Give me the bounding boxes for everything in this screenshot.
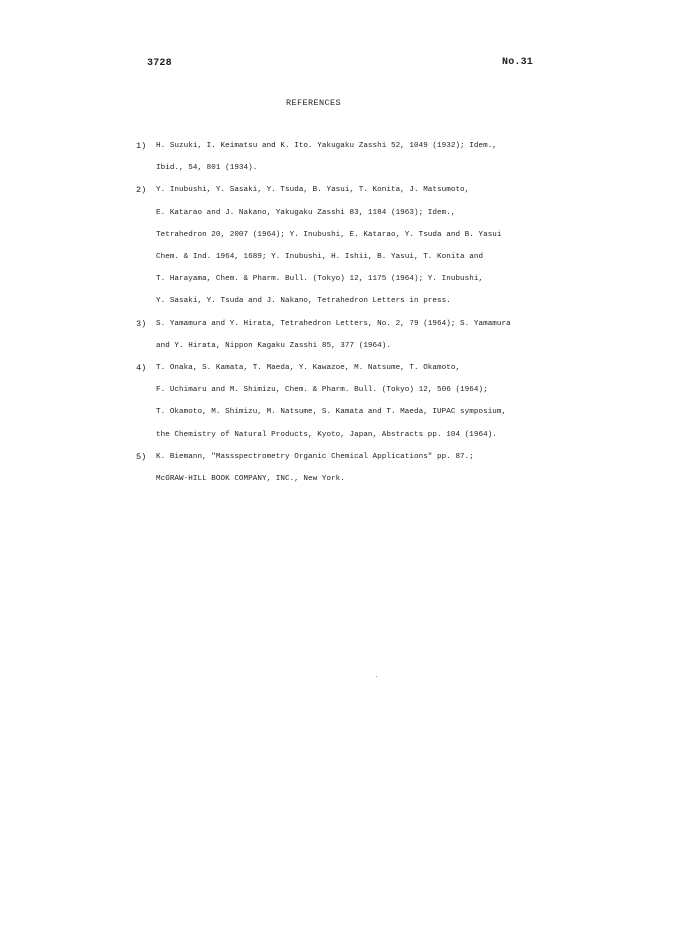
reference-line: Ibid., 54, 801 (1934). (156, 164, 258, 173)
reference-item-3 (136, 313, 556, 357)
reference-line: F. Uchimaru and M. Shimizu, Chem. & Pharm. Bull. (Tokyo) 12, 506 (1964); (156, 386, 488, 395)
reference-number: 5) (136, 451, 147, 462)
reference-item-2 (136, 179, 556, 312)
reference-number: 2) (136, 185, 147, 196)
reference-line: Chem. & Ind. 1964, 1689; Y. Inubushi, H. Ishii, B. Yasui, T. Konita and (156, 253, 484, 262)
reference-line: McGRAW-HILL BOOK COMPANY, INC., New York. (156, 475, 345, 484)
reference-line: K. Biemann, "Massspectrometry Organic Chemical Applications" pp. 87.; (156, 452, 474, 461)
references-heading: REFERENCES (286, 98, 342, 108)
reference-line: the Chemistry of Natural Products, Kyoto, Japan, Abstracts pp. 104 (1964). (156, 430, 497, 439)
reference-line: T. Onaka, S. Kamata, T. Maeda, Y. Kawazoe, M. Natsume, T. Okamoto, (156, 364, 461, 373)
page-number: 3728 (147, 58, 172, 69)
reference-number: 3) (136, 318, 147, 329)
reference-line: T. Harayama, Chem. & Pharm. Bull. (Tokyo) 12, 1175 (1964); Y. Inubushi, (156, 275, 484, 284)
reference-line: H. Suzuki, I. Keimatsu and K. Ito. Yakugaku Zasshi 52, 1049 (1932); Idem., (156, 142, 497, 150)
reference-list (136, 135, 556, 490)
reference-line: S. Yamamura and Y. Hirata, Tetrahedron Letters, No. 2, 79 (1964); S. Yamamura (156, 319, 511, 328)
reference-line: E. Katarao and J. Nakano, Yakugaku Zasshi 83, 1184 (1963); Idem., (156, 208, 456, 217)
reference-line: T. Okamoto, M. Shimizu, M. Natsume, S. Kamata and T. Maeda, IUPAC symposium, (156, 408, 507, 417)
scan-speck (376, 676, 377, 677)
reference-number: 1) (136, 141, 147, 151)
reference-line: Tetrahedron 20, 2007 (1964); Y. Inubushi, E. Katarao, Y. Tsuda and B. Yasui (156, 230, 502, 239)
reference-item-4 (136, 357, 556, 446)
journal-issue-number: No.31 (502, 57, 534, 68)
reference-number: 4) (136, 363, 147, 374)
reference-line: Y. Inubushi, Y. Sasaki, Y. Tsuda, B. Yasui, T. Konita, J. Matsumoto, (156, 186, 470, 195)
reference-line: and Y. Hirata, Nippon Kagaku Zasshi 85, 377 (1964). (156, 341, 391, 350)
reference-item-5 (136, 446, 556, 490)
reference-item-1 (136, 135, 556, 179)
reference-line: Y. Sasaki, Y. Tsuda and J. Nakano, Tetrahedron Letters in press. (156, 297, 451, 306)
